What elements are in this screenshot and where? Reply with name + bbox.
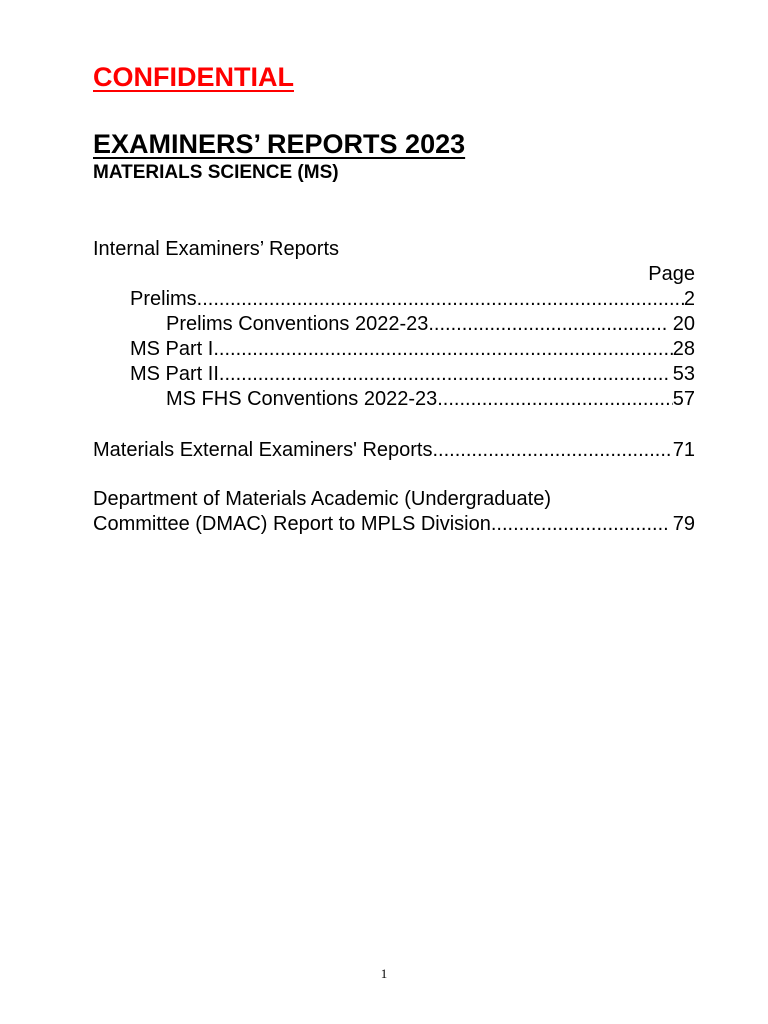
page-column-header: Page xyxy=(648,263,695,285)
dot-leader xyxy=(219,362,668,387)
toc-entry-page: 79 xyxy=(672,513,695,535)
toc-entry-prelims[interactable] xyxy=(93,287,695,312)
toc-entry-label: Prelims xyxy=(130,288,197,310)
page-content xyxy=(93,0,695,1024)
toc-entry-row xyxy=(93,512,695,537)
dot-leader xyxy=(433,438,673,463)
toc-entry-dmac-report[interactable] xyxy=(93,487,695,537)
toc-entry-ms-fhs-conventions[interactable] xyxy=(93,387,695,412)
toc-entry-external-examiners[interactable] xyxy=(93,438,695,463)
toc-entry-label-line-2: Committee (DMAC) Report to MPLS Division xyxy=(93,513,491,535)
dot-leader xyxy=(428,312,667,337)
dot-leader xyxy=(491,512,668,537)
dot-leader xyxy=(197,287,684,312)
toc-entry-row xyxy=(93,438,695,463)
toc-entry-ms-part-1[interactable] xyxy=(93,337,695,362)
dot-leader xyxy=(213,337,672,362)
toc-entry-page: 28 xyxy=(672,338,695,360)
internal-reports-heading: Internal Examiners’ Reports xyxy=(93,238,340,260)
toc-entry-page: 20 xyxy=(672,313,695,335)
toc-entry-page: 71 xyxy=(672,439,695,461)
toc-entry-page: 57 xyxy=(672,388,695,410)
toc-entry-page: 53 xyxy=(672,363,695,385)
report-title: EXAMINERS’ REPORTS 2023 xyxy=(93,129,466,159)
toc-entry-label: MS Part II xyxy=(130,363,219,385)
toc-entry-ms-part-2[interactable] xyxy=(93,362,695,387)
confidential-label: CONFIDENTIAL xyxy=(93,62,294,92)
report-subtitle: MATERIALS SCIENCE (MS) xyxy=(93,162,339,183)
toc-entry-page: 2 xyxy=(683,288,695,310)
dot-leader xyxy=(437,387,673,412)
toc-entry-prelims-conventions[interactable] xyxy=(93,312,695,337)
toc-entry-label: Materials External Examiners' Reports xyxy=(93,439,433,461)
page-number: 1 xyxy=(380,966,388,981)
table-of-contents xyxy=(93,287,695,412)
toc-entry-label: MS FHS Conventions 2022-23 xyxy=(166,388,438,410)
toc-entry-label-line-1: Department of Materials Academic (Undergraduate) xyxy=(93,488,551,510)
toc-entry-label: Prelims Conventions 2022-23 xyxy=(166,313,429,335)
toc-entry-label: MS Part I xyxy=(130,338,214,360)
